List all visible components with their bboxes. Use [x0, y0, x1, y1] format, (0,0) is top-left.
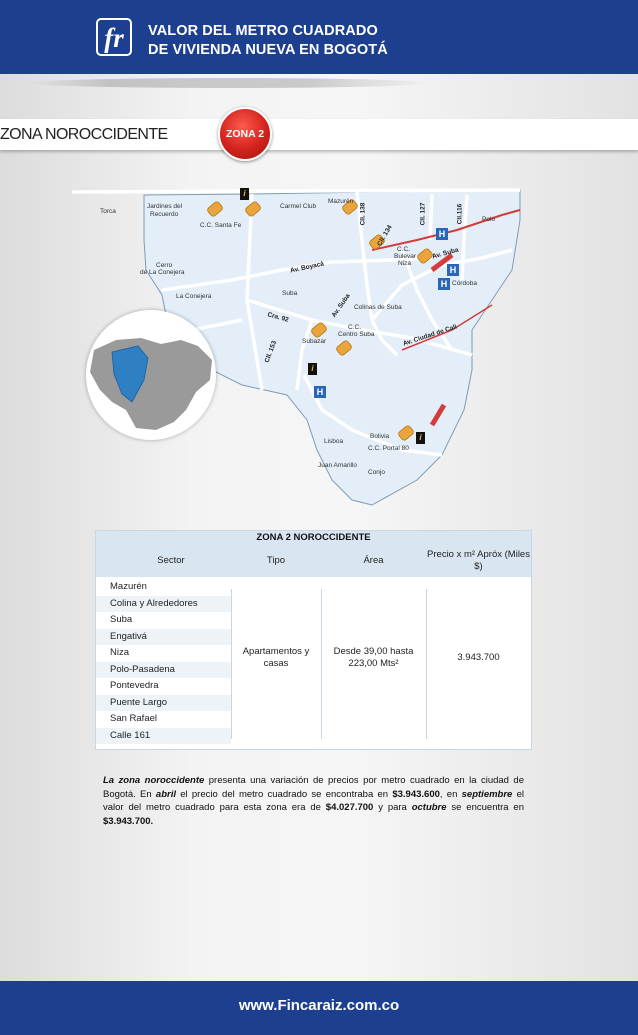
- page-title-line2: DE VIVIENDA NUEVA EN BOGOTÁ: [148, 42, 388, 58]
- map-label-torca: Torca: [100, 208, 116, 215]
- map-label-av-suba-1: Av. Suba: [431, 246, 460, 261]
- map-label-colinas: Colinas de Suba: [354, 304, 402, 311]
- map-label-centrosuba-2: Centro Suba: [338, 331, 375, 338]
- map-label-cll134: Cll. 134: [376, 224, 394, 248]
- zone-description: [103, 774, 524, 828]
- info-icon: i: [308, 363, 317, 375]
- em-month: septiembre: [461, 788, 513, 800]
- map-label-cerro-2: de La Conejera: [140, 269, 185, 276]
- map-label-polo: Polo: [482, 216, 496, 223]
- header-bar: [0, 0, 638, 74]
- map-label-conejera: La Conejera: [176, 293, 212, 300]
- hospital-icon: H: [436, 228, 448, 240]
- text-span: , en: [439, 788, 462, 800]
- cell-precio: 3.943.700: [457, 652, 500, 663]
- map-label-cll153: Cll. 153: [263, 339, 279, 364]
- text-span: el valor del metro cuadrado para esta zona era de: [103, 788, 524, 814]
- map-label-av-cali: Av. Ciudad de Cali: [402, 323, 458, 348]
- text-span: y para: [373, 802, 412, 814]
- table-row: Niza: [96, 645, 231, 662]
- cell-area: Desde 39,00 hasta 223,00 Mts²: [333, 646, 414, 669]
- map-label-bolivia: Bolivia: [370, 433, 390, 440]
- table-caption: ZONA 2 NOROCCIDENTE: [96, 531, 531, 545]
- table-row: San Rafael: [96, 711, 231, 728]
- header-tipo: Tipo: [266, 555, 286, 566]
- hospital-icon: H: [438, 278, 450, 290]
- info-icon: i: [416, 432, 425, 444]
- sector-list: [96, 579, 231, 741]
- em-month: octubre: [411, 802, 447, 814]
- fincaraiz-logo[interactable]: fr: [96, 18, 132, 56]
- page-title-line1: VALOR DEL METRO CUADRADO: [148, 23, 378, 39]
- map-label-juanamarillo: Juan Amarillo: [318, 462, 358, 469]
- map-label-bulevar-1: C.C.: [397, 246, 410, 253]
- table-row: Polo-Pasadena: [96, 662, 231, 679]
- text-span: se encuentra en: [446, 802, 524, 814]
- map-label-jardines: Jardines del: [147, 203, 183, 210]
- hospital-icon: H: [447, 264, 459, 276]
- map-label-cll138: Cll. 138: [359, 202, 367, 226]
- bogota-silhouette: [90, 338, 212, 430]
- page-title: [148, 22, 388, 60]
- header-area: Área: [363, 555, 384, 566]
- map-label-conjo: Conjo: [368, 469, 385, 476]
- map-label-cll127: Cll. 127: [419, 202, 427, 226]
- hospital-icon: H: [314, 386, 326, 398]
- table-row: Engativá: [96, 629, 231, 646]
- header-shadow: [30, 78, 430, 88]
- text-span: el precio del metro cuadrado se encontraba en: [175, 788, 393, 800]
- map-label-av-suba-2: Av. Suba: [330, 292, 352, 319]
- map-label-recuerdo: Recuerdo: [150, 211, 179, 218]
- table-body: [96, 579, 531, 741]
- table-row: Colina y Alrededores: [96, 596, 231, 613]
- map-label-mazuren: Mazurén: [328, 198, 354, 205]
- info-icon: i: [240, 188, 249, 200]
- text-span: presenta una variación de precios por metro cuadrado en la ciudad de Bogotá. En: [103, 775, 524, 800]
- map-label-av-boyaca: Av. Boyacá: [289, 260, 325, 275]
- zone-title: ZONA NOROCCIDENTE: [0, 126, 168, 143]
- zone-badge: ZONA 2: [218, 107, 272, 161]
- map-label-lisboa: Lisboa: [324, 438, 344, 445]
- price-value: $4.027.700: [325, 802, 374, 814]
- em-zone: La zona noroccidente: [103, 775, 205, 786]
- map-label-bulevar-2: Bulevar: [394, 253, 417, 260]
- table-row: Calle 161: [96, 728, 231, 745]
- map-label-cra92: Cra. 92: [266, 311, 290, 324]
- cell-tipo: Apartamentos y casas: [242, 646, 310, 669]
- map-label-cerro-1: Cerro: [156, 262, 173, 269]
- city-locator-map: [86, 310, 216, 440]
- table-row: Puente Largo: [96, 695, 231, 712]
- footer-url-link[interactable]: www.Fincaraiz.com.co: [238, 997, 400, 1014]
- header-precio: Precio x m² Apróx (Miles $): [427, 549, 530, 572]
- table-row: Suba: [96, 612, 231, 629]
- map-label-suba: Suba: [282, 290, 298, 297]
- price-value: $3.943.600: [392, 788, 440, 800]
- table-row: Pontevedra: [96, 678, 231, 695]
- map-label-centrosuba-1: C.C.: [348, 324, 361, 331]
- map-label-bulevar-3: Niza: [398, 260, 412, 267]
- table-header: [96, 545, 531, 577]
- map-label-cordoba: Córdoba: [452, 280, 477, 287]
- map-label-portal80: C.C. Portal 80: [368, 445, 409, 452]
- map-label-cll116: Cll.116: [456, 203, 464, 225]
- price-table: [95, 530, 532, 750]
- header-sector: Sector: [157, 555, 185, 566]
- em-month: abril: [155, 788, 176, 800]
- city-locator-inset: [86, 310, 216, 440]
- price-value: $3.943.700.: [103, 815, 154, 827]
- table-row: Mazurén: [96, 579, 231, 596]
- map-label-subazar: Subazar: [302, 338, 327, 345]
- map-label-santafe: C.C. Santa Fe: [200, 222, 242, 229]
- map-label-carmel: Carmel Club: [280, 203, 317, 210]
